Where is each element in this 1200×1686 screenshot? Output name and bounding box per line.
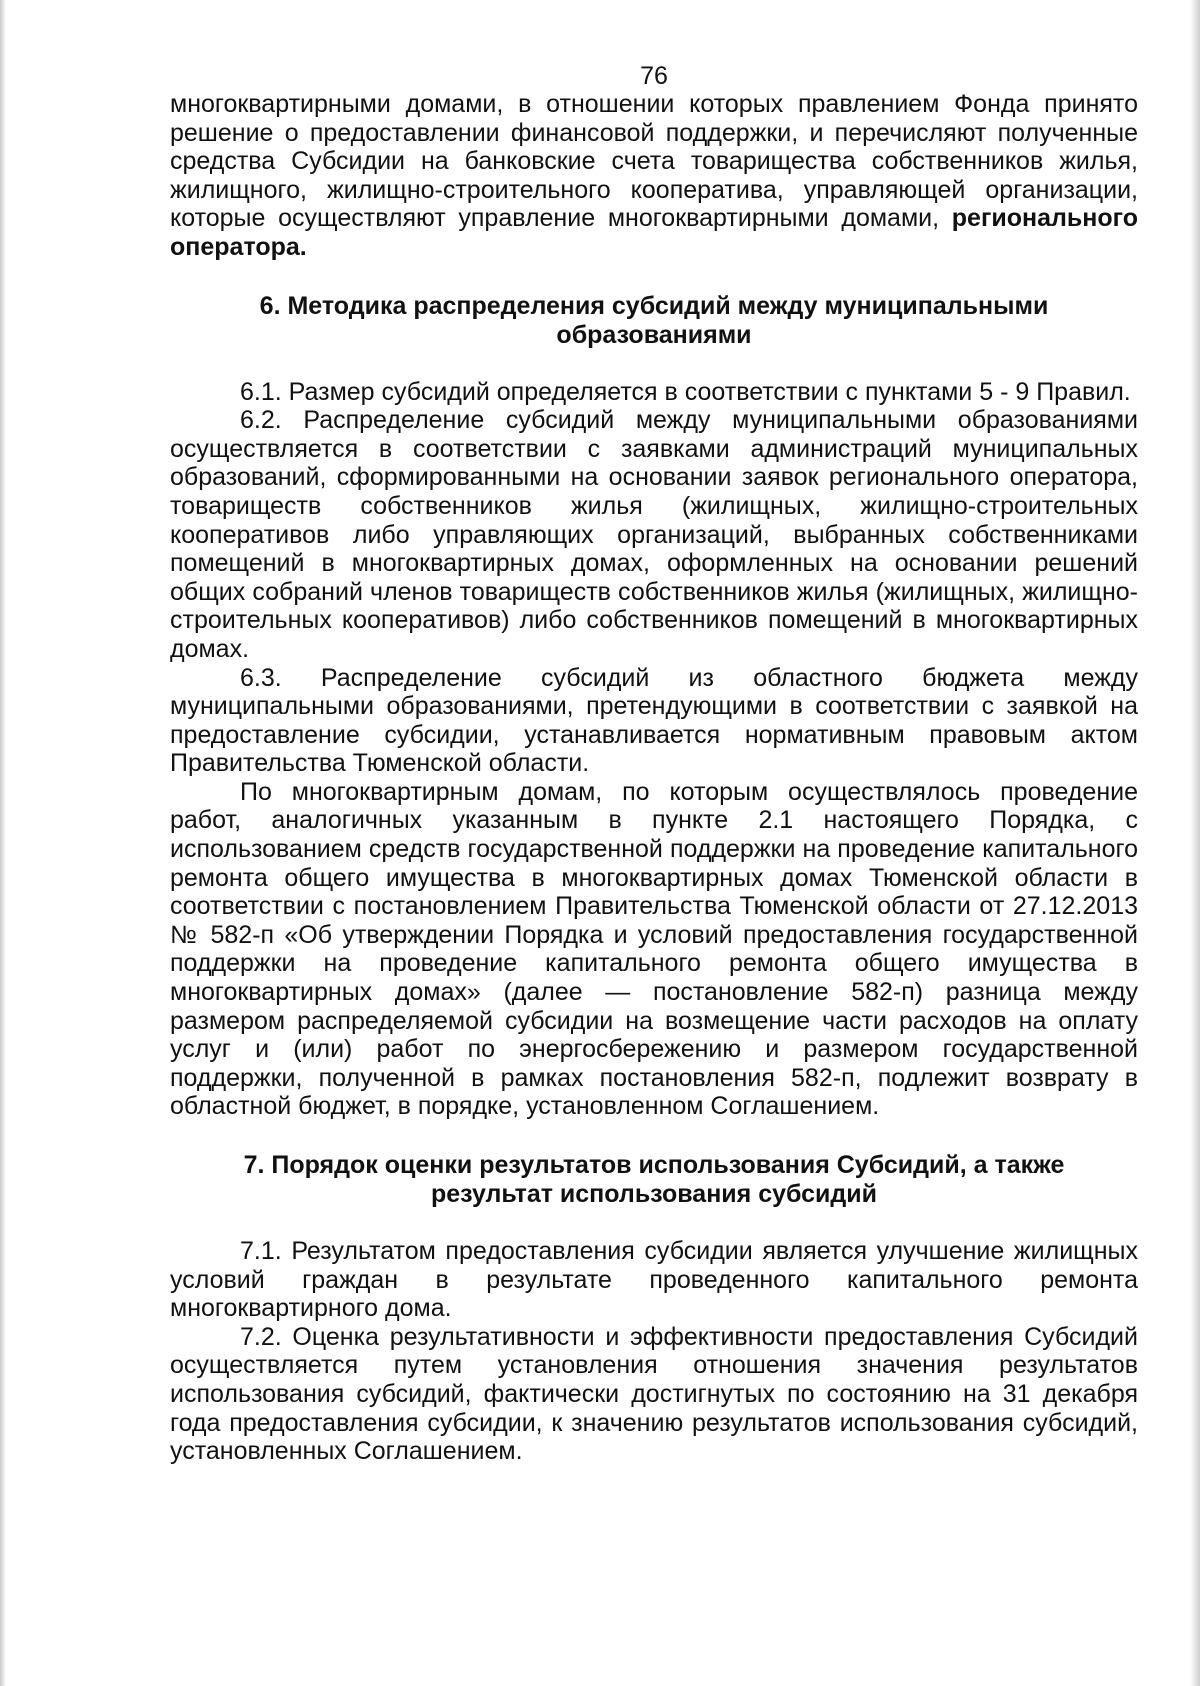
- spacer: [170, 262, 1138, 292]
- paragraph-refund: По многоквартирным домам, по которым осуществлялось проведение работ, аналогичных указанным в пункте 2.1 настоящего Порядка, с использованием средств государственной поддержки на проведение капитального ремонта общего имущества в многоквартирных домах Тюменской области в соответствии с постановлением Правительства Тюменской области от 27.12.2013 № 582-п «Об утверждении Порядка и условий предоставления государственной поддержки на проведение капитального ремонта общего имущества в многоквартирных домах» (далее — постановление 582-п) разница между размером распределяемой субсидии на возмещение части расходов на оплату услуг и (или) работ по энергосбережению и размером государственной поддержки, полученной в рамках постановления 582-п, подлежит возврату в областной бюджет, в порядке, установленном Соглашением.: [170, 777, 1138, 1121]
- spacer: [170, 1121, 1138, 1151]
- paragraph-6-2: 6.2. Распределение субсидий между муниципальными образованиями осуществляется в соответствии с заявками администраций муниципальных образований, сформированными на основании заявок регионального оператора, товариществ собственников жилья (жилищных, жилищно-строительных кооперативов либо управляющих организаций, выбранных собственниками помещений в многоквартирных домах, оформленных на основании решений общих собраний членов товариществ собственников жилья (жилищных, жилищно-строительных кооперативов) либо собственников помещений в многоквартирных домах.: [170, 406, 1138, 663]
- paragraph-7-2: 7.2. Оценка результативности и эффективности предоставления Субсидий осуществляется путем установления отношения значения результатов использования субсидий, фактически достигнутых по состоянию на 31 декабря года предоставления субсидии, к значению результатов использования субсидий, установленных Соглашением.: [170, 1322, 1138, 1466]
- section-7-heading-line2: результат использования субсидий: [430, 1180, 878, 1208]
- spacer: [170, 1209, 1138, 1237]
- section-7-heading: [170, 1151, 1138, 1209]
- intro-text: многоквартирными домами, в отношении которых правлением Фонда принято решение о предоставлении финансовой поддержки, и перечисляют полученные средства Субсидии на банковские счета товарищества собственников жилья, жилищного, жилищно-строительного кооператива, управляющей организации, которые осуществляют управление многоквартирными домами,: [170, 90, 1138, 233]
- page-number: 76: [640, 62, 668, 90]
- paragraph-6-3: 6.3. Распределение субсидий из областного бюджета между муниципальными образованиями, претендующими в соответствии с заявкой на предоставление субсидии, устанавливается нормативным правовым актом Правительства Тюменской области.: [170, 663, 1138, 778]
- section-7-heading-line1: 7. Порядок оценки результатов использования Субсидий, а также: [243, 1151, 1065, 1179]
- scan-edge-right: [1190, 0, 1200, 1686]
- scan-edge-left: [0, 0, 6, 1686]
- section-6-heading: [170, 292, 1138, 350]
- intro-bold-tail: регионального оператора.: [170, 204, 1138, 261]
- intro-paragraph: [170, 90, 1138, 262]
- section-6-heading-line1: 6. Методика распределения субсидий между муниципальными: [259, 291, 1049, 320]
- paragraph-6-1: 6.1. Размер субсидий определяется в соответствии с пунктами 5 - 9 Правил.: [240, 377, 1131, 406]
- document-page: [170, 62, 1138, 1466]
- paragraph-7-1: 7.1. Результатом предоставления субсидии является улучшение жилищных условий граждан в результате проведенного капитального ремонта многоквартирного дома.: [170, 1237, 1138, 1323]
- spacer: [170, 350, 1138, 378]
- section-6-heading-line2: образованиями: [556, 320, 752, 349]
